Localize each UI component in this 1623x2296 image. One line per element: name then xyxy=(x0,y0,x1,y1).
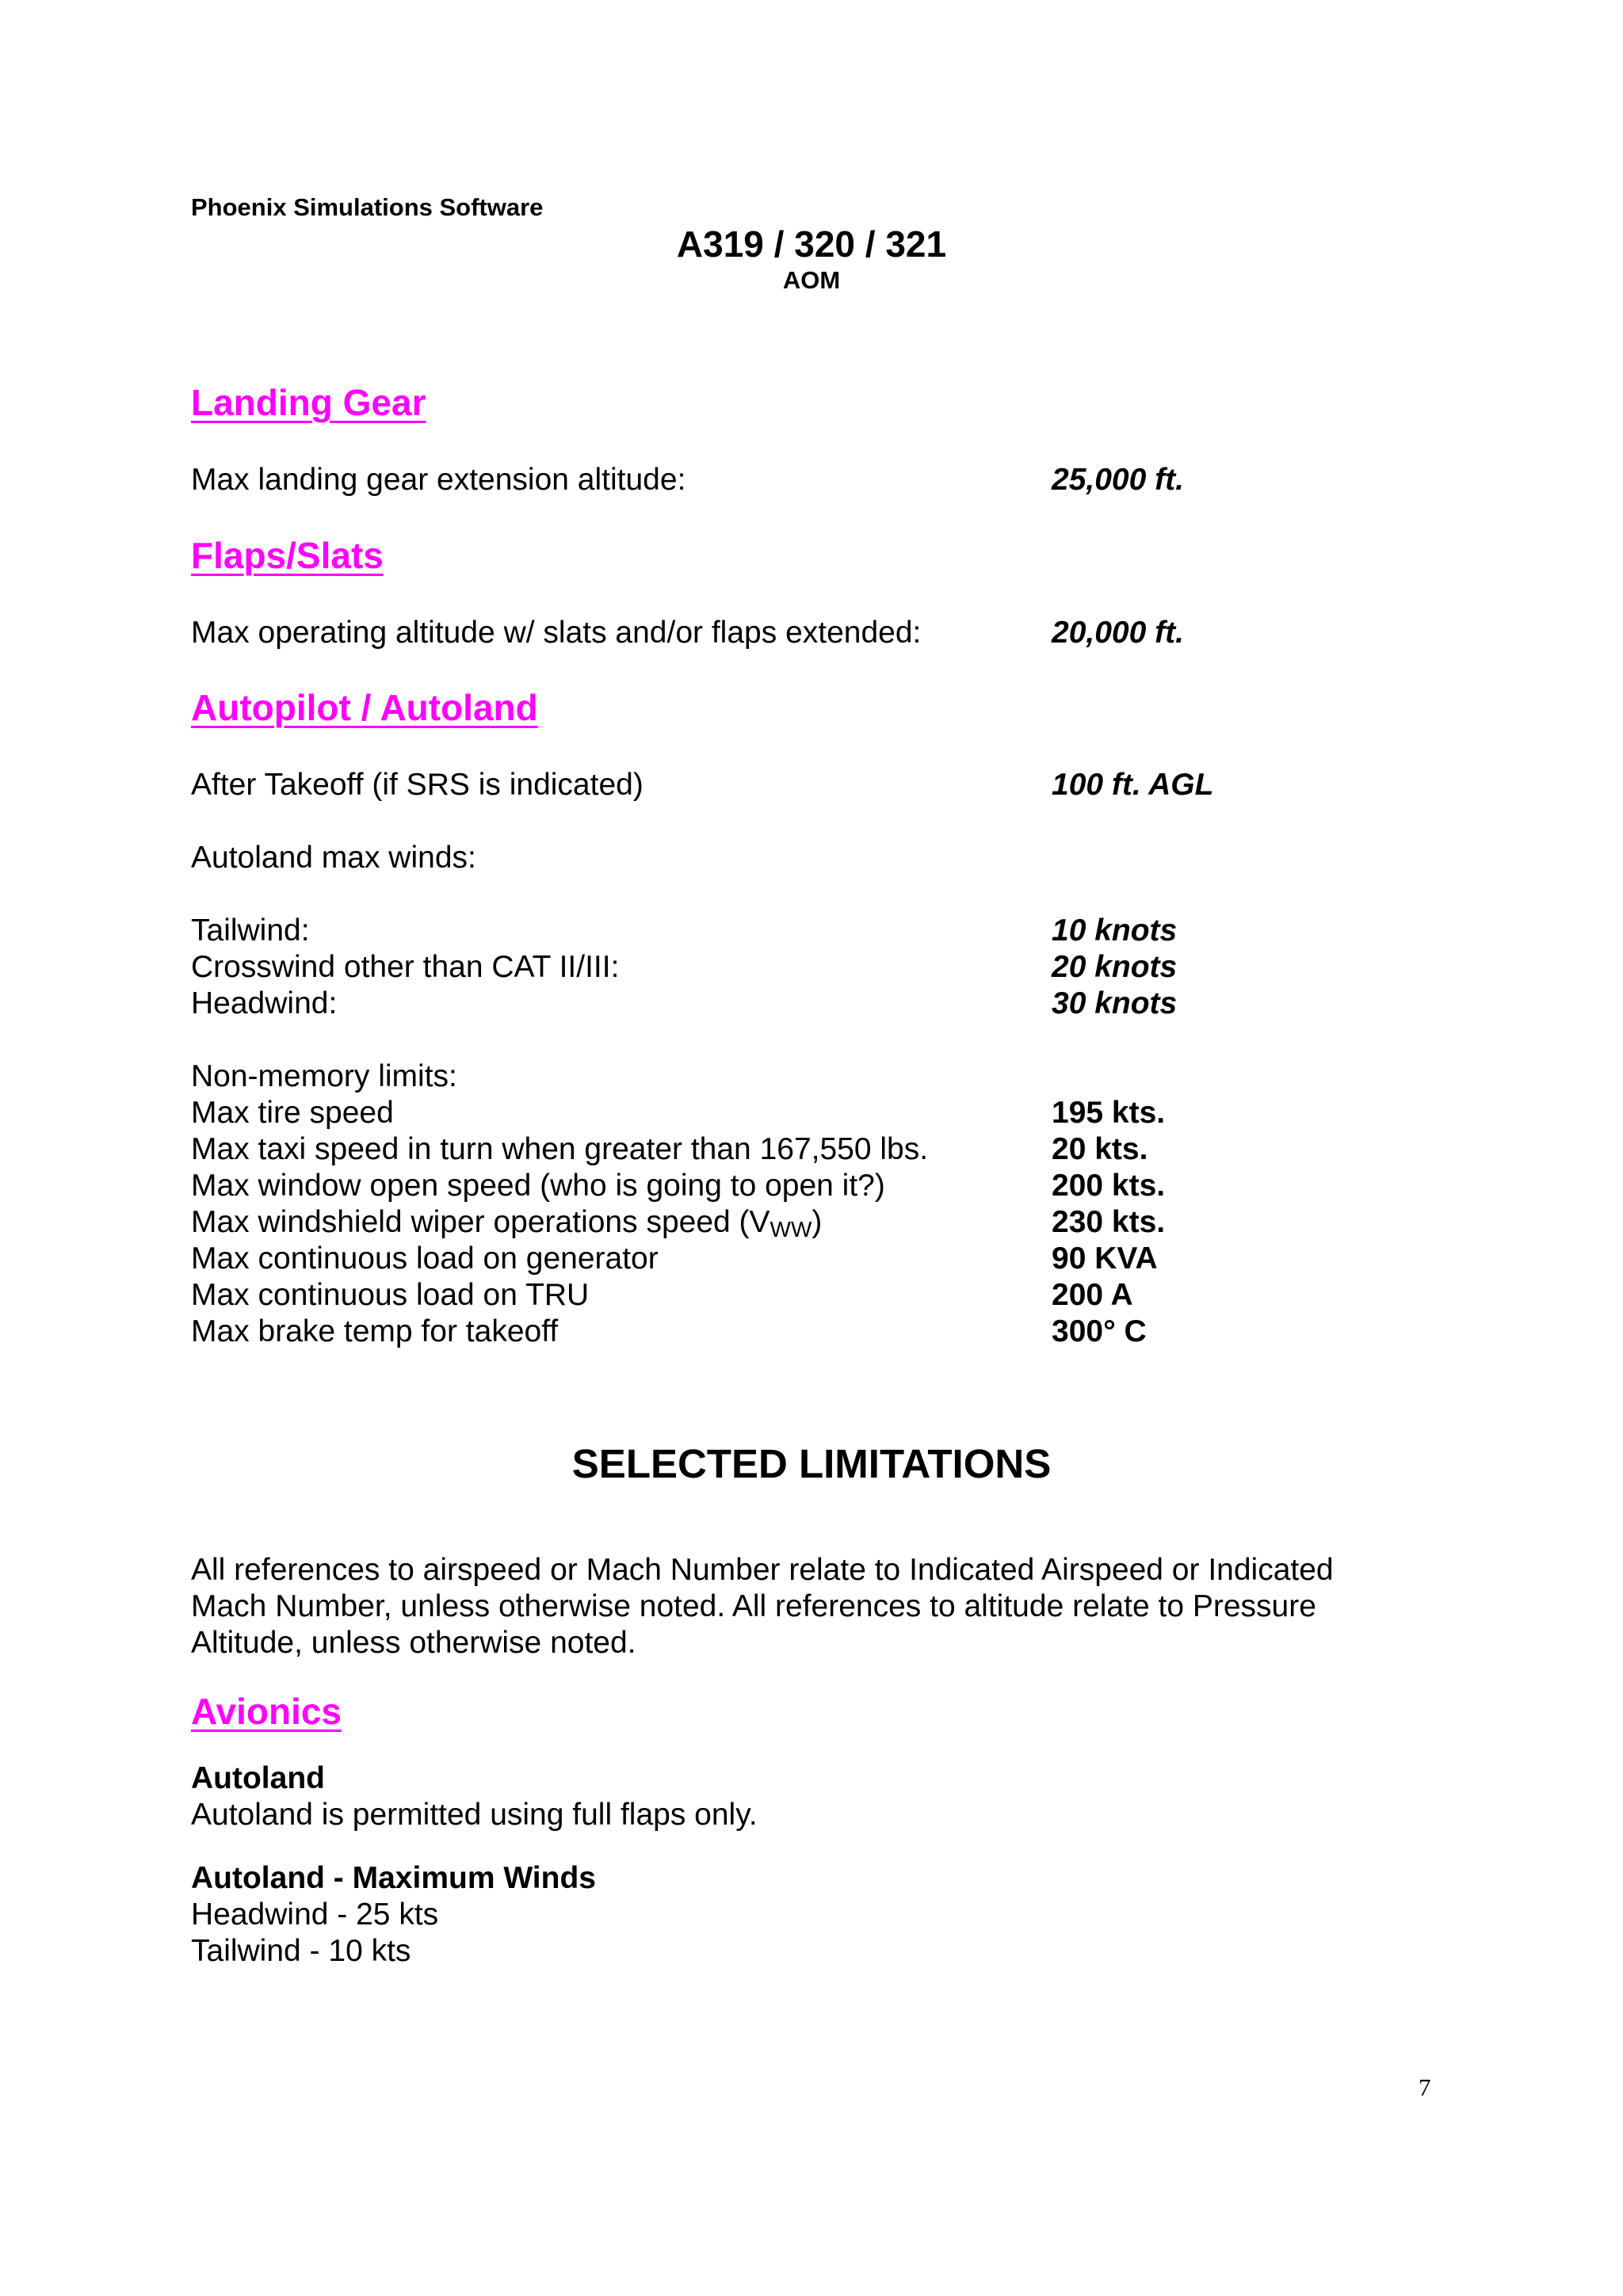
wiper-label-end: ) xyxy=(812,1205,823,1239)
document-type: AOM xyxy=(782,266,841,294)
limit-row-label: Max tire speed xyxy=(191,1096,394,1130)
landing-gear-label: Max landing gear extension altitude: xyxy=(191,463,686,497)
limit-row-value: 195 kts. xyxy=(1052,1096,1166,1130)
selected-limitations-paragraph: All references to airspeed or Mach Number relate to Indicated Airspeed or Indicated Mach Number, unless otherwise noted. All references to altitude relate to Pressure Altitude, unless otherwise noted. xyxy=(191,1553,1334,1660)
crosswind-label: Crosswind other than CAT II/III: xyxy=(191,950,620,984)
heading-flaps-slats: Flaps/Slats xyxy=(191,535,384,576)
heading-autopilot-autoland: Autopilot / Autoland xyxy=(191,687,538,728)
limit-row-label: Max continuous load on generator xyxy=(191,1241,659,1276)
headwind-label: Headwind: xyxy=(191,986,338,1020)
avionics-headwind-text: Headwind - 25 kts xyxy=(191,1897,439,1932)
autoland-max-winds-label: Autoland max winds: xyxy=(191,841,476,875)
flaps-value: 20,000 ft. xyxy=(1052,616,1184,650)
autoland-text: Autoland is permitted using full flaps only. xyxy=(191,1798,758,1832)
wiper-label-main: Max windshield wiper operations speed (V xyxy=(191,1205,770,1239)
non-memory-limits-title: Non-memory limits: xyxy=(191,1059,457,1093)
limit-row-value: 300° C xyxy=(1052,1314,1147,1348)
tailwind-label: Tailwind: xyxy=(191,913,310,948)
page-number: 7 xyxy=(1419,2073,1431,2101)
company-name: Phoenix Simulations Software xyxy=(191,193,544,221)
heading-landing-gear: Landing Gear xyxy=(191,382,426,423)
limit-row-value: 200 A xyxy=(1052,1278,1133,1312)
headwind-value: 30 knots xyxy=(1052,986,1178,1020)
after-takeoff-value: 100 ft. AGL xyxy=(1052,768,1214,802)
limit-row-value: 200 kts. xyxy=(1052,1169,1166,1203)
selected-limitations-title: SELECTED LIMITATIONS xyxy=(571,1441,1052,1486)
aircraft-model-title: A319 / 320 / 321 xyxy=(676,223,947,265)
limit-row-label: Max continuous load on TRU xyxy=(191,1278,590,1312)
limit-row-label: Max window open speed (who is going to open it?) xyxy=(191,1169,885,1203)
limit-row-label: Max taxi speed in turn when greater than 167,550 lbs. xyxy=(191,1132,929,1166)
limit-row-value: 20 kts. xyxy=(1052,1132,1148,1166)
limit-row-label: Max brake temp for takeoff xyxy=(191,1314,559,1348)
limit-row-value: 230 kts. xyxy=(1052,1205,1166,1239)
flaps-label: Max operating altitude w/ slats and/or flaps extended: xyxy=(191,616,922,650)
after-takeoff-label: After Takeoff (if SRS is indicated) xyxy=(191,768,643,802)
avionics-tailwind-text: Tailwind - 10 kts xyxy=(191,1934,411,1968)
autoland-max-winds-subheading: Autoland - Maximum Winds xyxy=(191,1861,596,1895)
heading-avionics: Avionics xyxy=(191,1691,342,1732)
limit-row-label xyxy=(191,1205,822,1242)
autoland-subheading: Autoland xyxy=(191,1761,325,1795)
wiper-label-subscript: WW xyxy=(769,1217,812,1241)
tailwind-value: 10 knots xyxy=(1052,913,1178,948)
landing-gear-value: 25,000 ft. xyxy=(1052,463,1184,497)
limit-row-value: 90 KVA xyxy=(1052,1241,1158,1276)
crosswind-value: 20 knots xyxy=(1052,950,1178,984)
